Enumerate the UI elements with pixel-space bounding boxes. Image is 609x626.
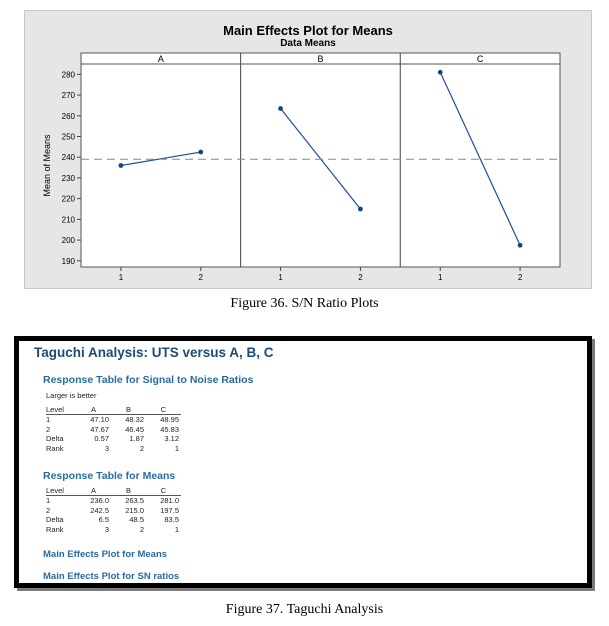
main-effects-sn-link[interactable]: Main Effects Plot for SN ratios [43, 571, 180, 582]
x-tick-label: 2 [198, 273, 203, 282]
y-tick-label: 280 [61, 70, 75, 80]
table-cell: 47.10 [90, 415, 109, 425]
y-tick-label: 190 [61, 256, 75, 266]
col-header: B [111, 486, 146, 496]
table-cell: 197.5 [160, 505, 179, 515]
y-tick-label: 210 [61, 215, 75, 225]
table-cell: 45.83 [160, 424, 179, 434]
data-point-c-1 [438, 70, 443, 75]
chart-title: Main Effects Plot for Means [223, 23, 393, 38]
x-tick-label: 1 [438, 273, 443, 282]
y-tick-label: 260 [61, 111, 75, 121]
facet-label-b: B [317, 54, 324, 64]
x-tick-label: 1 [118, 273, 124, 282]
table-cell: 242.5 [90, 505, 109, 515]
y-tick-label: 200 [61, 236, 75, 246]
col-header: B [111, 405, 146, 415]
taguchi-session-window [14, 336, 592, 588]
table-cell: 1.87 [129, 434, 144, 444]
y-tick-label: 230 [61, 173, 75, 183]
col-header: A [76, 486, 111, 496]
table-cell: 3 [104, 443, 109, 453]
table-cell: 2 [139, 443, 144, 453]
y-axis-label: Mean of Means [42, 134, 52, 197]
col-header: A [76, 405, 111, 415]
facet-panel-b [241, 64, 401, 267]
table-row [46, 415, 181, 425]
table-row [46, 515, 181, 525]
y-tick-label: 250 [61, 132, 75, 142]
main-effects-means-link[interactable]: Main Effects Plot for Means [43, 549, 168, 560]
data-point-a-2 [198, 150, 203, 155]
x-tick-label: 2 [517, 273, 523, 282]
facet-label-c: C [476, 54, 484, 64]
data-point-a-1 [119, 163, 124, 168]
table-cell: 0.57 [94, 434, 109, 444]
table-cell: 46.45 [125, 424, 144, 434]
data-point-b-1 [278, 106, 283, 111]
table-cell: Delta [46, 434, 64, 444]
chart-subtitle: Data Means [280, 38, 336, 49]
table-cell: Rank [46, 443, 64, 453]
table-cell: Rank [46, 524, 64, 534]
table-row [46, 434, 181, 444]
larger-is-better-note: Larger is better [46, 391, 97, 400]
col-header: C [146, 486, 181, 496]
col-header: Level [46, 405, 76, 415]
y-tick-label: 220 [61, 194, 75, 204]
table-cell: 83.5 [164, 515, 179, 525]
table-cell: 47.67 [90, 424, 109, 434]
table-row [46, 496, 181, 506]
table-cell: 2 [46, 505, 51, 515]
y-tick-label: 270 [61, 91, 75, 101]
means-table-title: Response Table for Means [43, 470, 176, 482]
col-header: C [146, 405, 181, 415]
table-cell: 3.12 [164, 434, 179, 444]
table-row [46, 425, 181, 435]
figure-36-caption: Figure 36. S/N Ratio Plots [230, 296, 379, 311]
table-header-row [46, 486, 181, 496]
facet-label-a: A [157, 54, 164, 64]
means-response-table [46, 486, 181, 534]
main-effects-chart [25, 11, 591, 288]
sn-table-title: Response Table for Signal to Noise Ratios [43, 374, 254, 386]
table-row [46, 444, 181, 454]
table-cell: 6.5 [98, 515, 109, 525]
table-cell: 1 [46, 496, 51, 506]
x-tick-label: 2 [358, 273, 363, 282]
table-cell: 48.5 [129, 515, 144, 525]
sn-response-table [46, 405, 181, 453]
data-point-c-2 [518, 243, 523, 248]
table-cell: 215.0 [125, 505, 144, 515]
table-cell: 1 [46, 415, 51, 425]
table-cell: 2 [139, 524, 144, 534]
y-tick-label: 240 [61, 153, 75, 163]
table-cell: Delta [46, 515, 64, 525]
session-title: Taguchi Analysis: UTS versus A, B, C [34, 345, 274, 360]
table-cell: 48.95 [160, 415, 179, 425]
table-cell: 2 [46, 424, 51, 434]
table-header-row [46, 405, 181, 415]
main-effects-chart-panel [24, 10, 592, 289]
table-cell: 281.0 [160, 496, 179, 506]
table-cell: 48.32 [125, 415, 144, 425]
table-cell: 1 [174, 443, 179, 453]
figure-37-caption: Figure 37. Taguchi Analysis [225, 602, 384, 617]
facet-panel-a [81, 64, 241, 267]
table-row [46, 525, 181, 535]
data-point-b-2 [358, 207, 363, 212]
col-header: Level [46, 486, 76, 496]
table-cell: 263.5 [125, 496, 144, 506]
facet-panel-c [400, 64, 560, 267]
table-row [46, 506, 181, 516]
table-cell: 3 [104, 524, 109, 534]
table-cell: 236.0 [90, 496, 109, 506]
x-tick-label: 1 [278, 273, 283, 282]
table-cell: 1 [174, 524, 179, 534]
